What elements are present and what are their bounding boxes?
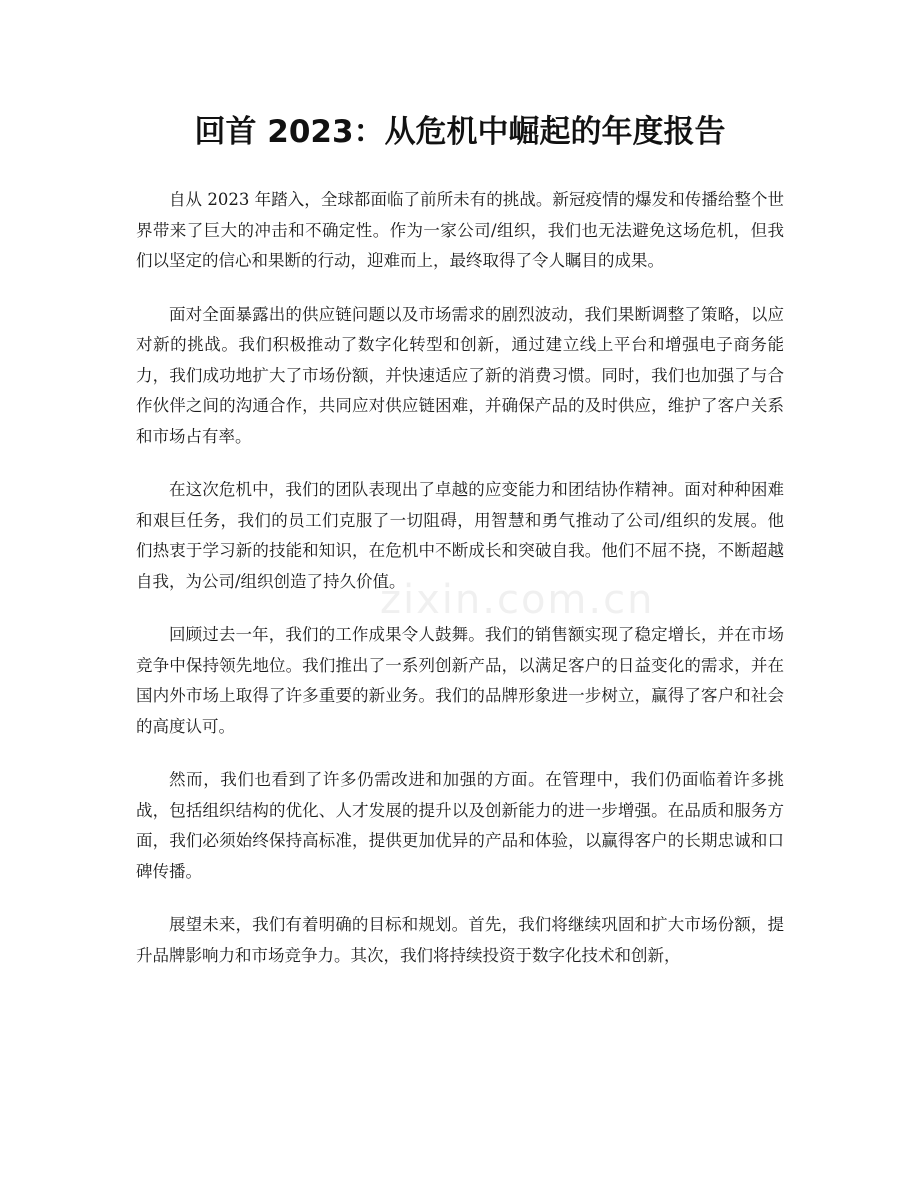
document-title: 回首 2023：从危机中崛起的年度报告 (194, 114, 726, 150)
paragraph-5: 然而，我们也看到了许多仍需改进和加强的方面。在管理中，我们仍面临着许多挑战，包括组织结构的优化、人才发展的提升以及创新能力的进一步增强。在品质和服务方面，我们必须始终保持高标准，提供更加优异的产品和体验，以赢得客户的长期忠诚和口碑传播。 (136, 770, 784, 881)
paragraph-1: 自从 2023 年踏入，全球都面临了前所未有的挑战。新冠疫情的爆发和传播给整个世界带来了巨大的冲击和不确定性。作为一家公司/组织，我们也无法避免这场危机，但我们以坚定的信心和果断的行动，迎难而上，最终取得了令人瞩目的成果。 (136, 190, 784, 270)
paragraph-4: 回顾过去一年，我们的工作成果令人鼓舞。我们的销售额实现了稳定增长，并在市场竞争中保持领先地位。我们推出了一系列创新产品，以满足客户的日益变化的需求，并在国内外市场上取得了许多重要的新业务。我们的品牌形象进一步树立，赢得了客户和社会的高度认可。 (136, 625, 784, 736)
paragraph-3: 在这次危机中，我们的团队表现出了卓越的应变能力和团结协作精神。面对种种困难和艰巨任务，我们的员工们克服了一切阻碍，用智慧和勇气推动了公司/组织的发展。他们热衷于学习新的技能和知识，在危机中不断成长和突破自我。他们不屈不挠，不断超越自我，为公司/组织创造了持久价值。 (136, 480, 784, 591)
paragraph-6: 展望未来，我们有着明确的目标和规划。首先，我们将继续巩固和扩大市场份额，提升品牌影响力和市场竞争力。其次，我们将持续投资于数字化技术和创新， (136, 915, 784, 965)
document-body (136, 185, 784, 994)
paragraph-2: 面对全面暴露出的供应链问题以及市场需求的剧烈波动，我们果断调整了策略，以应对新的挑战。我们积极推动了数字化转型和创新，通过建立线上平台和增强电子商务能力，我们成功地扩大了市场份额，并快速适应了新的消费习惯。同时，我们也加强了与合作伙伴之间的沟通合作，共同应对供应链困难，并确保产品的及时供应，维护了客户关系和市场占有率。 (136, 304, 784, 446)
watermark: zixin.com.cn (380, 577, 655, 623)
